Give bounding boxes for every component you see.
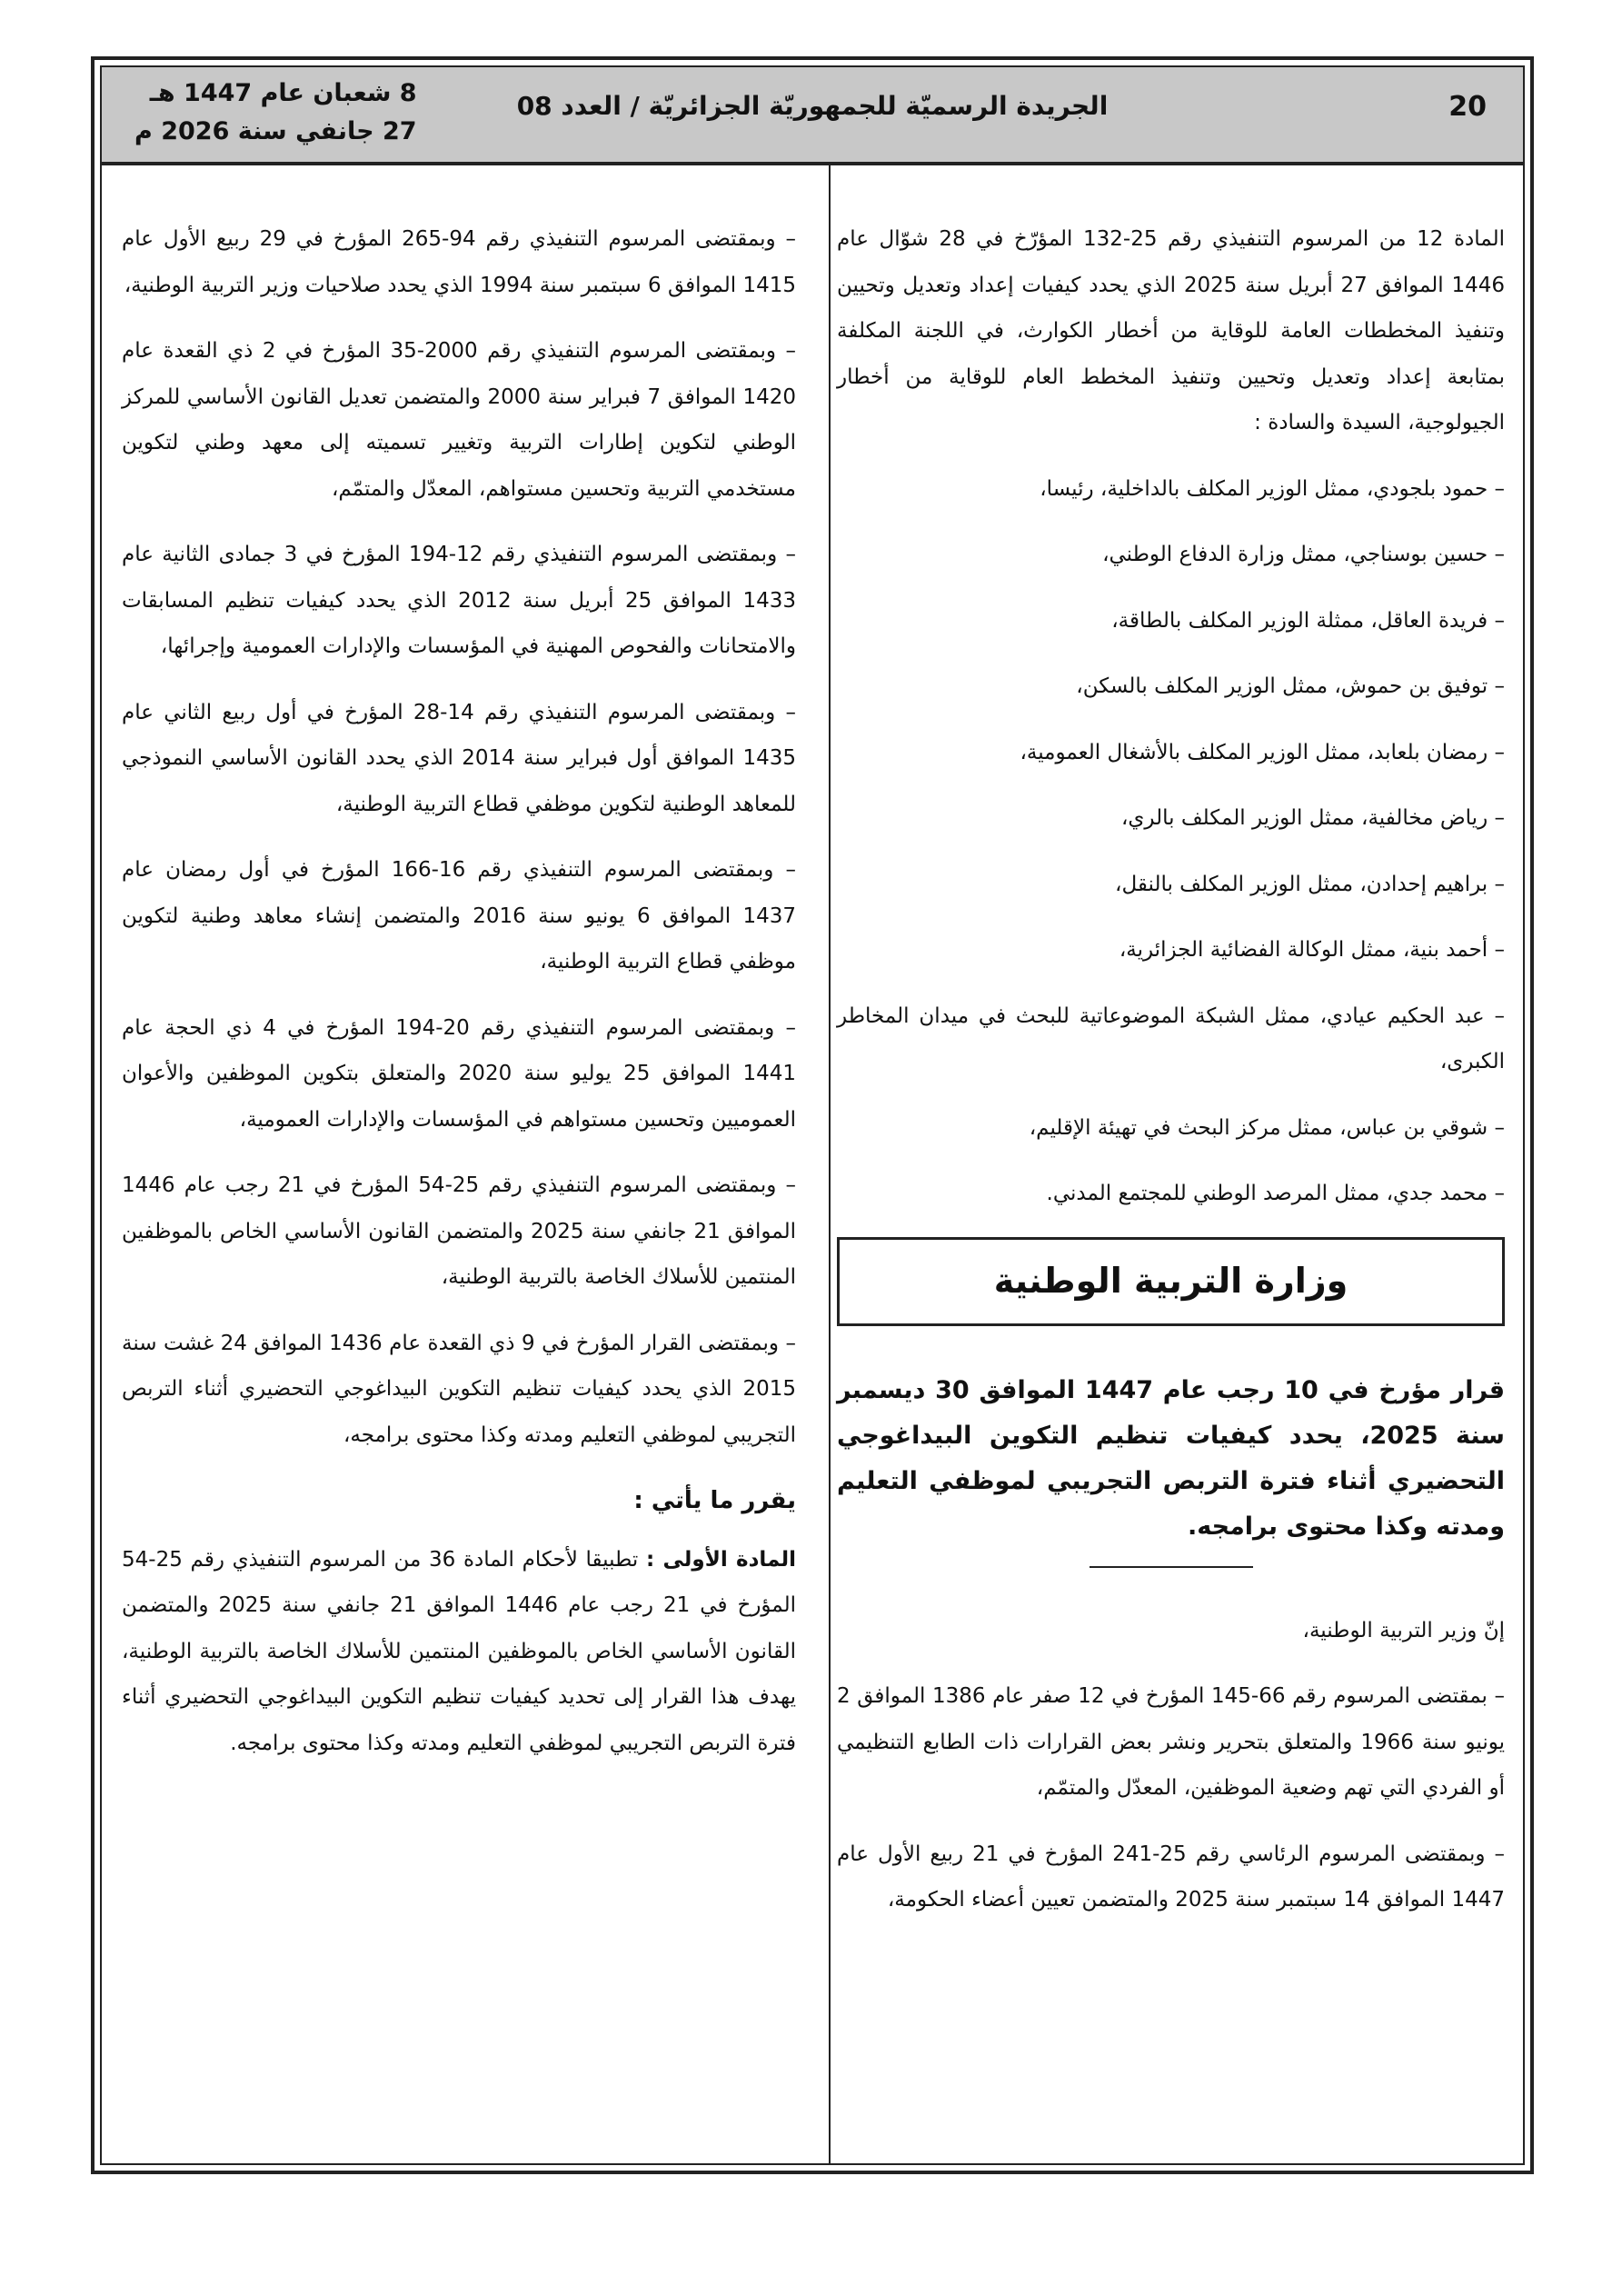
member-item: – عبد الحكيم عيادي، ممثل الشبكة الموضوعاتية للبحث في ميدان المخاطر الكبرى، [837,1003,1505,1073]
legal-basis-paragraph: – وبمقتضى القرار المؤرخ في 9 ذي القعدة عام 1436 الموافق 24 غشت سنة 2015 الذي يحدد كيفيات تنظيم التكوين البيداغوجي التحضيري أثناء التربص التجريبي لموظفي التعليم ومدته وكذا محتوى برامجه، [122,1331,797,1447]
member-item: – توفيق بن حموش، ممثل الوزير المكلف بالسكن، [1076,674,1505,698]
minister-intro: إنّ وزير التربية الوطنية، [1302,1618,1505,1642]
gazette-title: الجريدة الرسميّة للجمهوريّة الجزائريّة / العدد 08 [516,91,1109,121]
page-header [102,67,1523,165]
member-item: – حمود بلجودي، ممثل الوزير المكلف بالداخلية، رئيسا، [1040,476,1505,501]
separator-rule [1090,1566,1253,1568]
member-item: – براهيم إحدادن، ممثل الوزير المكلف بالنقل، [1115,872,1505,896]
member-item: – فريدة العاقل، ممثلة الوزير المكلف بالطاقة، [1111,608,1505,633]
resolves-heading: يقرر ما يأتي : [633,1487,796,1514]
article-1 [122,1537,796,1767]
legal-basis-paragraph: – وبمقتضى المرسوم التنفيذي رقم 20-194 المؤرخ في 4 ذي الحجة عام 1441 الموافق 25 يوليو سنة 2020 والمتعلق بتكوين الموظفين والأعوان العموميين وتحسين مستواهم في المؤسسات والإدارات العمومية، [122,1015,797,1132]
legal-basis-paragraph: – وبمقتضى المرسوم التنفيذي رقم 94-265 المؤرخ في 29 ربيع الأول عام 1415 الموافق 6 سبتمبر سنة 1994 الذي يحدد صلاحيات وزير التربية الوطنية، [122,227,796,297]
intro-paragraph: المادة 12 من المرسوم التنفيذي رقم 25-132 المؤرّخ في 28 شوّال عام 1446 الموافق 27 أبريل سنة 2025 الذي يحدد كيفيات إعداد وتعديل وتحيين وتنفيذ المخططات العامة للوقاية من أخطار الكوارث، في اللجنة المكلفة بمتابعة إعداد وتعديل وتحيين وتنفيذ المخطط العام للوقاية من أخطار الجيولوجية، السيدة والسادة : [837,227,1505,434]
issue-date [134,75,417,151]
member-item: – شوقي بن عباس، ممثل مركز البحث في تهيئة الإقليم، [1029,1115,1505,1140]
page-inner-border [100,65,1525,2165]
ministry-heading-box [837,1237,1505,1326]
date-gregorian: 27 جانفي سنة 2026 م [134,117,417,145]
right-column [837,216,1505,1943]
page-frame [91,56,1534,2174]
members-list [837,466,1505,1217]
left-column [122,216,796,1786]
legal-basis-paragraph: – وبمقتضى المرسوم التنفيذي رقم 2000-35 المؤرخ في 2 ذي القعدة عام 1420 الموافق 7 فبراير سنة 2000 والمتضمن تعديل القانون الأساسي للمركز الوطني لتكوين إطارات التربية وتغيير تسميته إلى معهد وطني لتكوين مستخدمي التربية وتحسين مستواهم، المعدّل والمتمّم، [122,339,796,501]
legal-basis-paragraph: – وبمقتضى المرسوم التنفيذي رقم 12-194 المؤرخ في 3 جمادى الثانية عام 1433 الموافق 25 أبريل سنة 2012 الذي يحدد كيفيات تنظيم المسابقات والامتحانات والفحوص المهنية في المؤسسات والإدارات العمومية وإجرائها، [122,543,797,658]
legal-basis-paragraph: – وبمقتضى المرسوم التنفيذي رقم 25-54 المؤرخ في 21 رجب عام 1446 الموافق 21 جانفي سنة 2025 والمتضمن القانون الأساسي الخاص بالموظفين المنتمين للأسلاك الخاصة بالتربية الوطنية، [122,1173,796,1289]
decision-title: قرار مؤرخ في 10 رجب عام 1447 الموافق 30 ديسمبر سنة 2025، يحدد كيفيات تنظيم التكوين البيداغوجي التحضيري أثناء فترة التربص التجريبي لموظفي التعليم ومدته وكذا محتوى برامجه. [837,1375,1505,1541]
member-item: – رياض مخالفية، ممثل الوزير المكلف بالري، [1120,806,1505,830]
legal-basis-paragraph: – وبمقتضى المرسوم التنفيذي رقم 14-28 المؤرخ في أول ربيع الثاني عام 1435 الموافق أول فبراير سنة 2014 الذي يحدد القانون الأساسي النموذجي للمعاهد الوطنية لتكوين موظفي قطاع التربية الوطنية، [122,700,796,816]
legal-basis-paragraph: – وبمقتضى المرسوم التنفيذي رقم 16-166 المؤرخ في أول رمضان عام 1437 الموافق 6 يونيو سنة 2016 والمتضمن إنشاء معاهد وطنية لتكوين موظفي قطاع التربية الوطنية، [122,858,797,973]
legal-basis-paragraph: – وبمقتضى المرسوم الرئاسي رقم 25-241 المؤرخ في 21 ربيع الأول عام 1447 الموافق 14 سبتمبر سنة 2025 والمتضمن تعيين أعضاء الحكومة، [837,1842,1505,1912]
member-item: – أحمد بنية، ممثل الوكالة الفضائية الجزائرية، [1119,938,1505,962]
column-divider [829,162,831,2163]
member-item: – رمضان بلعابد، ممثل الوزير المكلف بالأشغال العمومية، [1020,740,1505,764]
page-number: 20 [1448,91,1487,123]
ministry-heading: وزارة التربية الوطنية [993,1261,1348,1302]
article-1-text: تطبيقا لأحكام المادة 36 من المرسوم التنفيذي رقم 25-54 المؤرخ في 21 رجب عام 1446 الموافق 21 جانفي سنة 2025 والمتضمن القانون الأساسي الخاص بالموظفين المنتمين للأسلاك الخاصة بالتربية الوطنية، يهدف هذا القرار إلى تحديد كيفيات تنظيم التكوين البيداغوجي التحضيري أثناء فترة التربص التجريبي لموظفي التعليم ومدته وكذا محتوى برامجه. [122,1547,796,1755]
article-1-label: المادة الأولى : [645,1547,796,1572]
date-hijri: 8 شعبان عام 1447 هـ [149,79,417,107]
member-item: – حسين بوسناجي، ممثل وزارة الدفاع الوطني، [1102,543,1505,566]
legal-basis-paragraph: – بمقتضى المرسوم رقم 66-145 المؤرخ في 12 صفر عام 1386 الموافق 2 يونيو سنة 1966 والمتعلق بتحرير ونشر بعض القرارات ذات الطابع التنظيمي أو الفردي التي تهم وضعية الموظفين، المعدّل والمتمّم، [837,1684,1505,1800]
member-item: – محمد جدي، ممثل المرصد الوطني للمجتمع المدني. [1046,1182,1505,1205]
